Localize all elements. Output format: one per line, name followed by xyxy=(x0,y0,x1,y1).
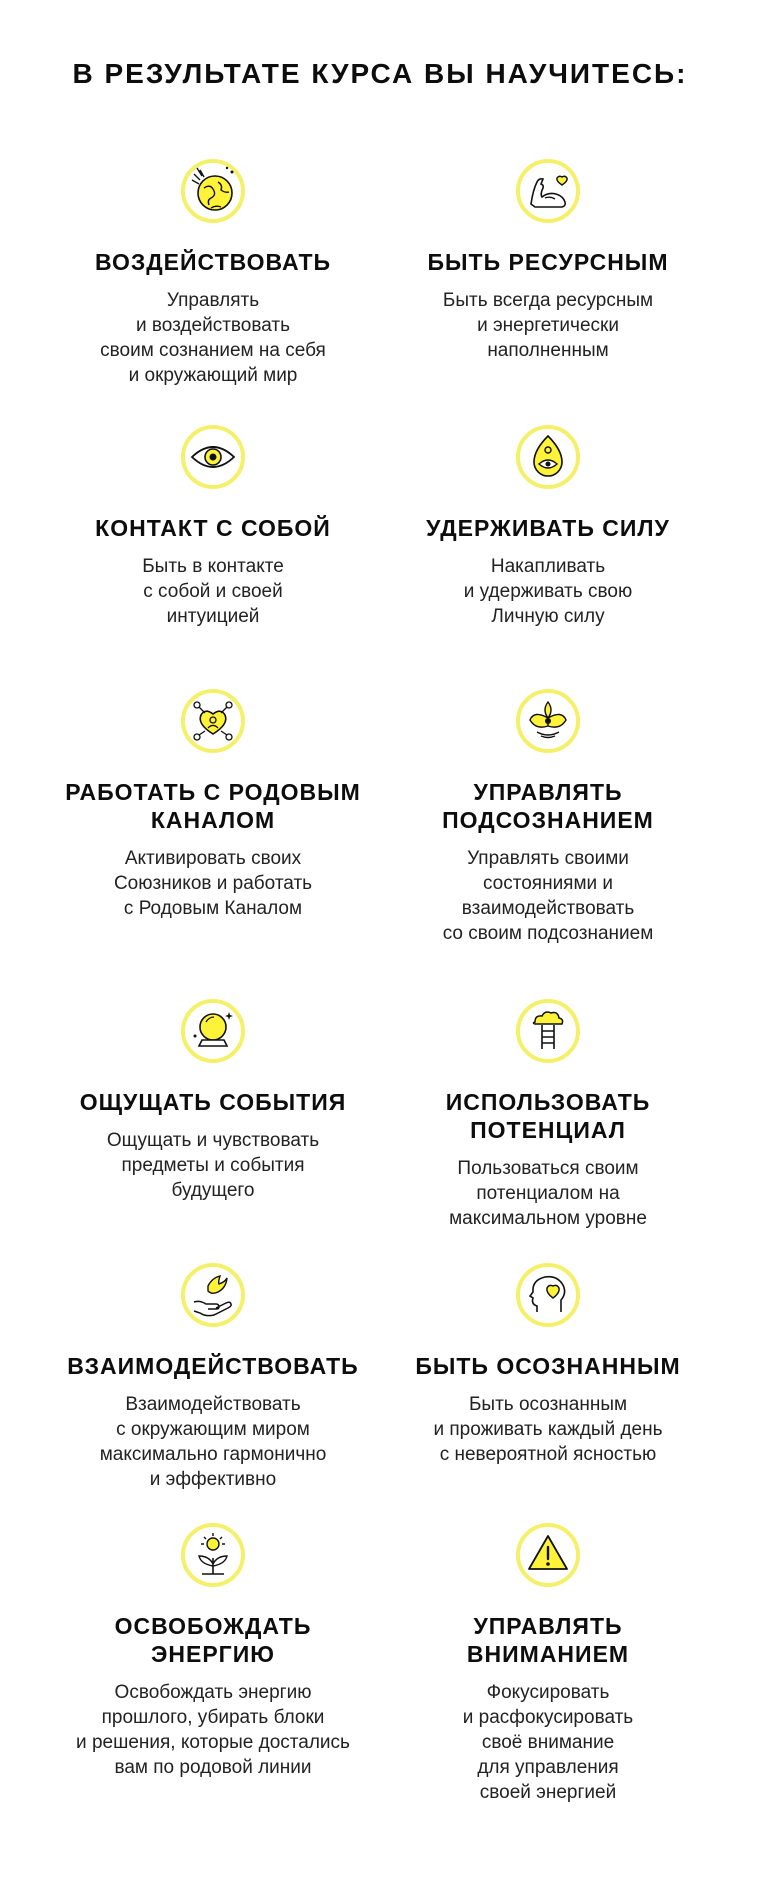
skill-card-mindful xyxy=(383,1262,713,1467)
skill-card-sense-events xyxy=(48,998,378,1203)
skill-title: УПРАВЛЯТЬ ВНИМАНИЕМ xyxy=(466,1613,630,1667)
skill-description: Быть всегда ресурсным и энергетически наполненным xyxy=(442,290,654,361)
bird-hand-icon xyxy=(180,1262,246,1328)
skill-description: Быть в контакте с собой и своей интуицией xyxy=(142,556,284,627)
skill-description: Фокусировать и расфокусировать своё внимание для управления своей энергией xyxy=(462,1682,634,1803)
skill-card-influence xyxy=(48,158,378,388)
skill-description: Ощущать и чувствовать предметы и события будущего xyxy=(106,1130,320,1201)
skill-title: РАБОТАТЬ С РОДОВЫМ КАНАЛОМ xyxy=(65,779,361,833)
skill-title: ИСПОЛЬЗОВАТЬ ПОТЕНЦИАЛ xyxy=(445,1089,651,1143)
warning-triangle-icon xyxy=(515,1522,581,1588)
skill-title: УДЕРЖИВАТЬ СИЛУ xyxy=(426,515,670,541)
skill-card-attention xyxy=(383,1522,713,1805)
skill-title: ВОЗДЕЙСТВОВАТЬ xyxy=(94,249,332,275)
sprout-sun-icon xyxy=(180,1522,246,1588)
skill-description: Взаимодействовать с окружающим миром максимально гармонично и эффективно xyxy=(99,1394,327,1490)
skill-card-ancestral-channel xyxy=(48,688,378,921)
skill-title: УПРАВЛЯТЬ ПОДСОЗНАНИЕМ xyxy=(442,779,654,833)
skill-description: Быть осознанным и проживать каждый день с невероятной ясностью xyxy=(433,1394,663,1465)
skill-card-release-energy xyxy=(48,1522,378,1780)
skill-card-potential xyxy=(383,998,713,1231)
skill-title: БЫТЬ ОСОЗНАННЫМ xyxy=(415,1353,681,1379)
ladder-cloud-icon xyxy=(515,998,581,1064)
skill-description: Управлять своими состояниями и взаимодействовать со своим подсознанием xyxy=(442,848,654,944)
skill-title: ОЩУЩАТЬ СОБЫТИЯ xyxy=(79,1089,347,1115)
skill-description: Управлять и воздействовать своим сознанием на себя и окружающий мир xyxy=(100,290,326,386)
skill-card-subconscious xyxy=(383,688,713,946)
skill-description: Освобождать энергию прошлого, убирать блоки и решения, которые достались вам по родовой линии xyxy=(76,1682,350,1778)
crystal-ball-icon xyxy=(180,998,246,1064)
skill-card-hold-power xyxy=(383,424,713,629)
eye-amulet-icon xyxy=(515,424,581,490)
skill-title: ВЗАИМОДЕЙСТВОВАТЬ xyxy=(67,1353,359,1379)
eye-icon xyxy=(180,424,246,490)
skill-description: Пользоваться своим потенциалом на максимальном уровне xyxy=(449,1158,647,1229)
globe-rays-icon xyxy=(180,158,246,224)
skill-title: БЫТЬ РЕСУРСНЫМ xyxy=(427,249,669,275)
skill-title: ОСВОБОЖДАТЬ ЭНЕРГИЮ xyxy=(114,1613,312,1667)
skill-description: Активировать своих Союзников и работать с Родовым Каналом xyxy=(113,848,313,919)
skill-title: КОНТАКТ С СОБОЙ xyxy=(95,515,331,541)
heart-network-icon xyxy=(180,688,246,754)
lotus-meditation-icon xyxy=(515,688,581,754)
skill-description: Накапливать и удерживать свою Личную силу xyxy=(463,556,633,627)
skill-card-interact xyxy=(48,1262,378,1492)
skill-card-resourceful xyxy=(383,158,713,363)
skill-card-self-contact xyxy=(48,424,378,629)
page-title: В РЕЗУЛЬТАТЕ КУРСА ВЫ НАУЧИТЕСЬ: xyxy=(72,58,688,89)
head-heart-icon xyxy=(515,1262,581,1328)
strong-arm-heart-icon xyxy=(515,158,581,224)
